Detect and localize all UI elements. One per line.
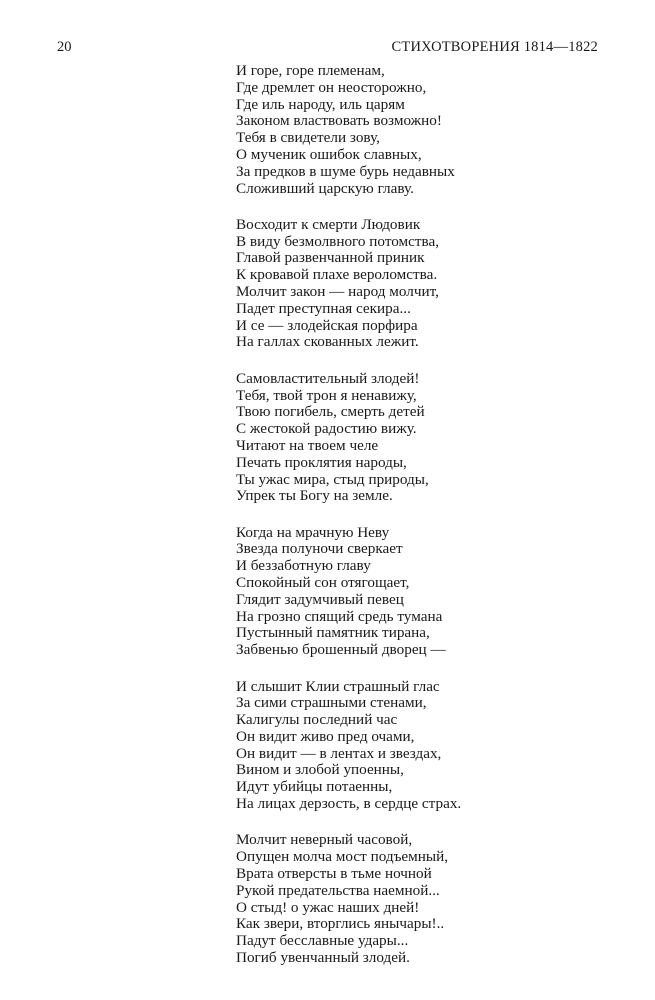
poem-line: Падет преступная секира...: [236, 299, 411, 317]
poem-line: На грозно спящий средь тумана: [236, 607, 443, 625]
poem-line: Вином и злобой упоенны,: [236, 761, 404, 779]
poem-line: И горе, горе племенам,: [236, 62, 385, 79]
section-title: СТИХОТВОРЕНИЯ 1814—1822: [391, 39, 598, 55]
poem-line: Законом властвовать возможно!: [236, 112, 442, 130]
poem-line: Молчит закон — народ молчит,: [236, 283, 439, 301]
poem-line: Читают на твоем челе: [236, 436, 379, 454]
poem-line: Врата отверсты в тьме ночной: [236, 864, 432, 882]
poem-line: За предков в шуме бурь недавных: [236, 162, 455, 180]
poem-line: Ты ужас мира, стыд природы,: [236, 470, 429, 488]
poem-line: Тебя, твой трон я ненавижу,: [236, 386, 417, 404]
poem-line: И слышит Клии страшный глас: [236, 677, 440, 695]
poem-line: Где дремлет он неосторожно,: [236, 78, 427, 96]
stanza: [236, 679, 616, 813]
page-number: 20: [57, 39, 72, 55]
poem-line: Падут бесславные удары...: [236, 932, 409, 950]
poem-line: Спокойный сон отягощает,: [236, 574, 410, 592]
poem-line: Он видит — в лентах и звездах,: [236, 744, 442, 762]
running-head: [57, 38, 598, 56]
poem-line: За сими страшными стенами,: [236, 694, 427, 712]
stanza: [236, 217, 616, 351]
poem-line: С жестокой радостию вижу.: [236, 420, 417, 438]
poem-line: Идут убийцы потаенны,: [236, 778, 393, 796]
poem-line: Глядит задумчивый певец: [236, 590, 404, 608]
poem-line: В виду безмолвного потомства,: [236, 232, 440, 250]
poem-line: Тебя в свидетели зову,: [236, 129, 380, 147]
poem-line: Главой развенчанной приник: [236, 249, 425, 267]
poem-line: Погиб увенчанный злодей.: [236, 948, 410, 966]
poem-line: К кровавой плахе вероломства.: [236, 266, 438, 284]
stanza: [236, 63, 616, 197]
poem-line: Забвенью брошенный дворец —: [236, 641, 446, 659]
poem-line: Молчит неверный часовой,: [236, 831, 413, 849]
poem-line: Когда на мрачную Неву: [236, 523, 390, 541]
poem-line: Опущен молча мост подъемный,: [236, 848, 449, 866]
poem-line: И се — злодейская порфира: [236, 316, 418, 334]
poem-line: На галлах скованных лежит.: [236, 333, 419, 351]
poem-line: Восходит к смерти Людовик: [236, 215, 421, 233]
poem-line: Пустынный памятник тирана,: [236, 624, 430, 642]
poem-line: Сложивший царскую главу.: [236, 179, 414, 197]
poem-line: Звезда полуночи сверкает: [236, 540, 403, 558]
poem-line: Печать проклятия народы,: [236, 453, 407, 471]
poem-line: Рукой предательства наемной...: [236, 881, 440, 899]
stanza: [236, 525, 616, 659]
stanza: [236, 371, 616, 505]
poem-line: Твою погибель, смерть детей: [236, 403, 425, 421]
poem-line: На лицах дерзость, в сердце страх.: [236, 795, 462, 813]
poem-line: Самовластительный злодей!: [236, 369, 420, 387]
poem-line: И беззаботную главу: [236, 557, 371, 575]
poem-text: [236, 63, 616, 986]
poem-line: О стыд! о ужас наших дней!: [236, 898, 420, 916]
poem-line: Калигулы последний час: [236, 711, 398, 729]
poem-line: О мученик ошибок славных,: [236, 145, 422, 163]
poem-line: Как звери, вторглись янычары!..: [236, 915, 445, 933]
poem-line: Упрек ты Богу на земле.: [236, 487, 393, 505]
poem-line: Он видит живо пред очами,: [236, 727, 415, 745]
poem-line: Где иль народу, иль царям: [236, 95, 405, 113]
stanza: [236, 832, 616, 966]
